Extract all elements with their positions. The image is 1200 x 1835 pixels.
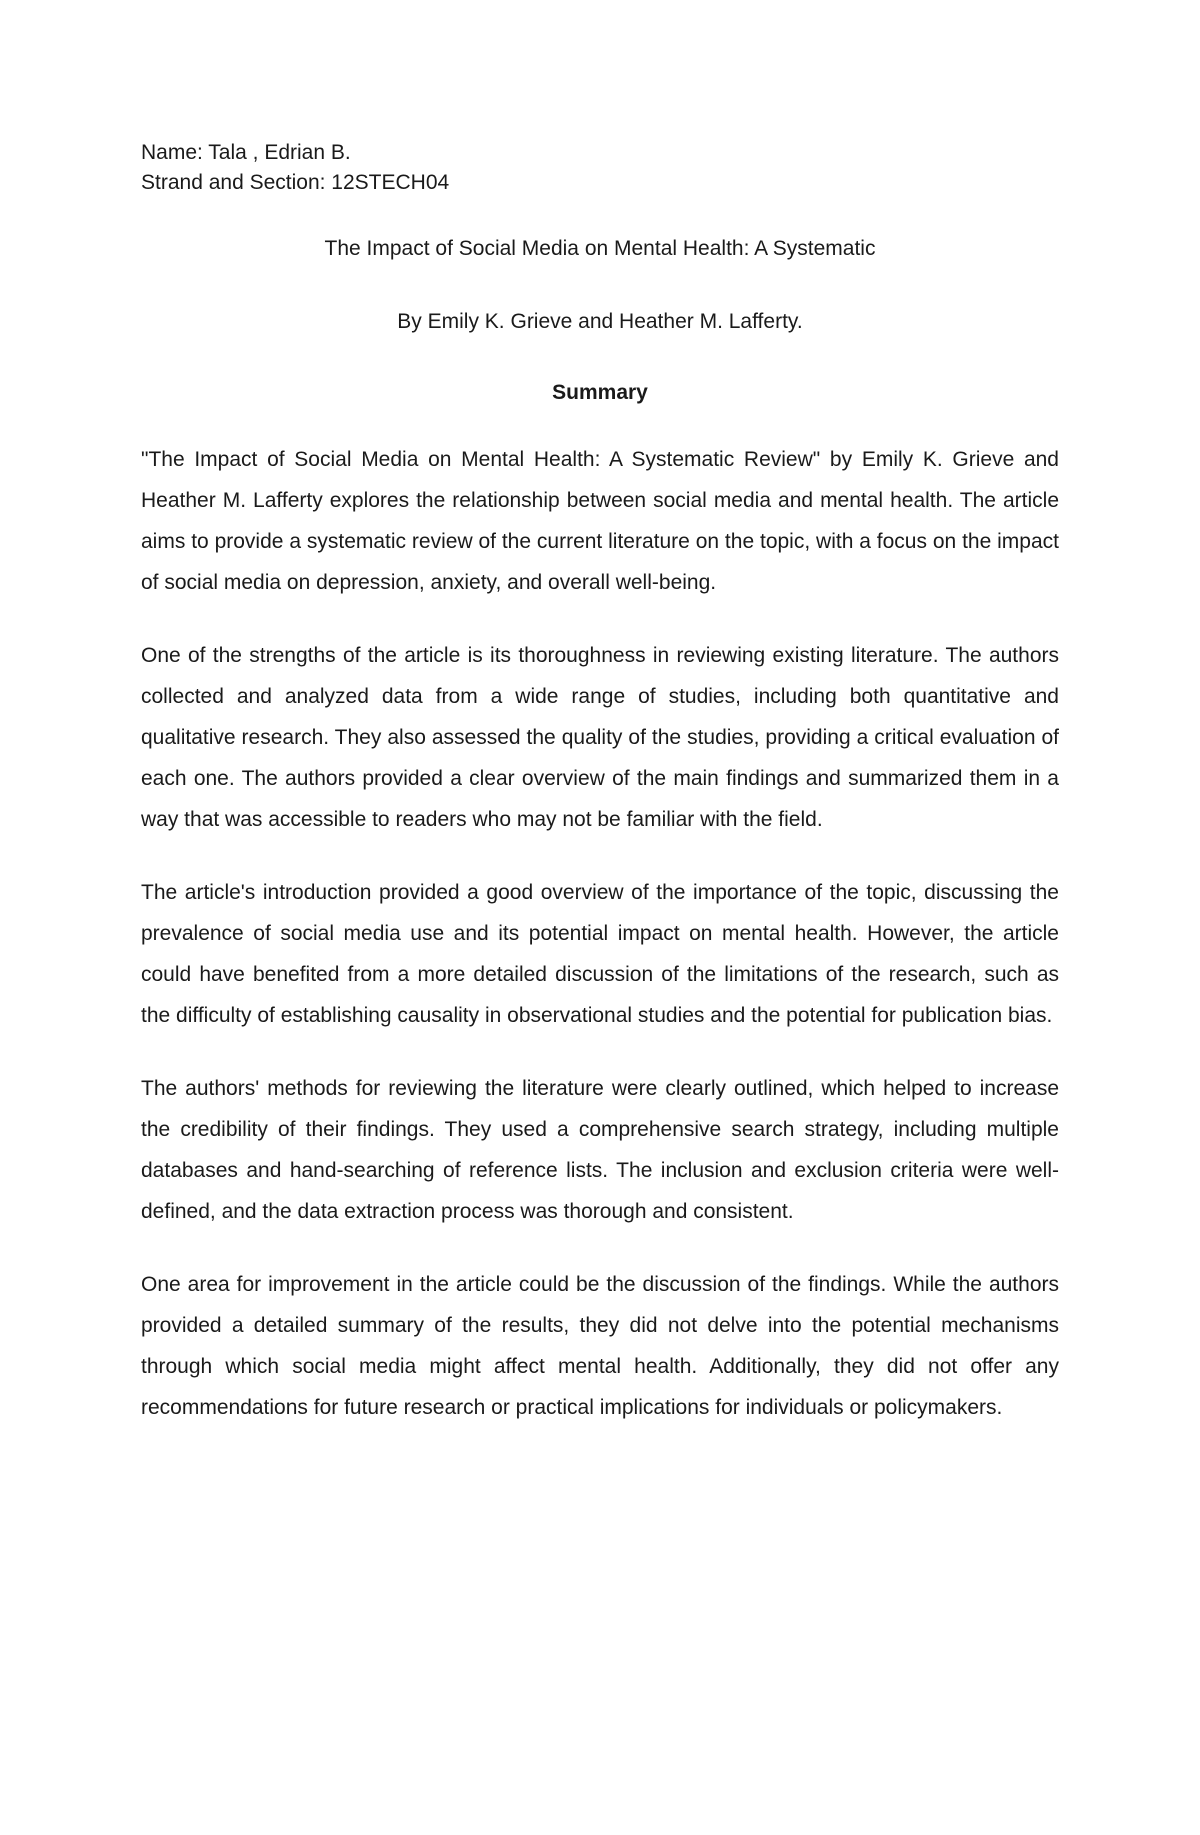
summary-heading: Summary [552, 381, 648, 404]
strand-section: Strand and Section: 12STECH04 [141, 171, 450, 194]
paragraph-2: One of the strengths of the article is its thoroughness in reviewing existing literature. The authors collected and analyzed data from a wide range of studies, including both quantitative and qualitative research. They also assessed the quality of the studies, providing a critical evaluation of each one. The authors provided a clear overview of the main findings and summarized them in a way that was accessible to readers who may not be familiar with the field. [141, 644, 1059, 831]
article-title: The Impact of Social Media on Mental Health: A Systematic [324, 237, 876, 260]
paragraph-3: The article's introduction provided a good overview of the importance of the topic, discussing the prevalence of social media use and its potential impact on mental health. However, the article could have benefited from a more detailed discussion of the limitations of the research, such as the difficulty of establishing causality in observational studies and the potential for publication bias. [141, 881, 1059, 1027]
document-page [141, 138, 1059, 1428]
student-name: Name: Tala , Edrian B. [141, 141, 351, 164]
article-authors: By Emily K. Grieve and Heather M. Lafferty. [397, 310, 803, 333]
paragraph-5: One area for improvement in the article could be the discussion of the findings. While the authors provided a detailed summary of the results, they did not delve into the potential mechanisms through which social media might affect mental health. Additionally, they did not offer any recommendations for future research or practical implications for individuals or policymakers. [141, 1273, 1059, 1419]
paragraph-1: "The Impact of Social Media on Mental Health: A Systematic Review" by Emily K. Grieve and Heather M. Lafferty explores the relationship between social media and mental health. The article aims to provide a systematic review of the current literature on the topic, with a focus on the impact of social media on depression, anxiety, and overall well-being. [141, 448, 1059, 594]
paragraph-4: The authors' methods for reviewing the literature were clearly outlined, which helped to increase the credibility of their findings. They used a comprehensive search strategy, including multiple databases and hand-searching of reference lists. The inclusion and exclusion criteria were well-defined, and the data extraction process was thorough and consistent. [141, 1077, 1059, 1223]
